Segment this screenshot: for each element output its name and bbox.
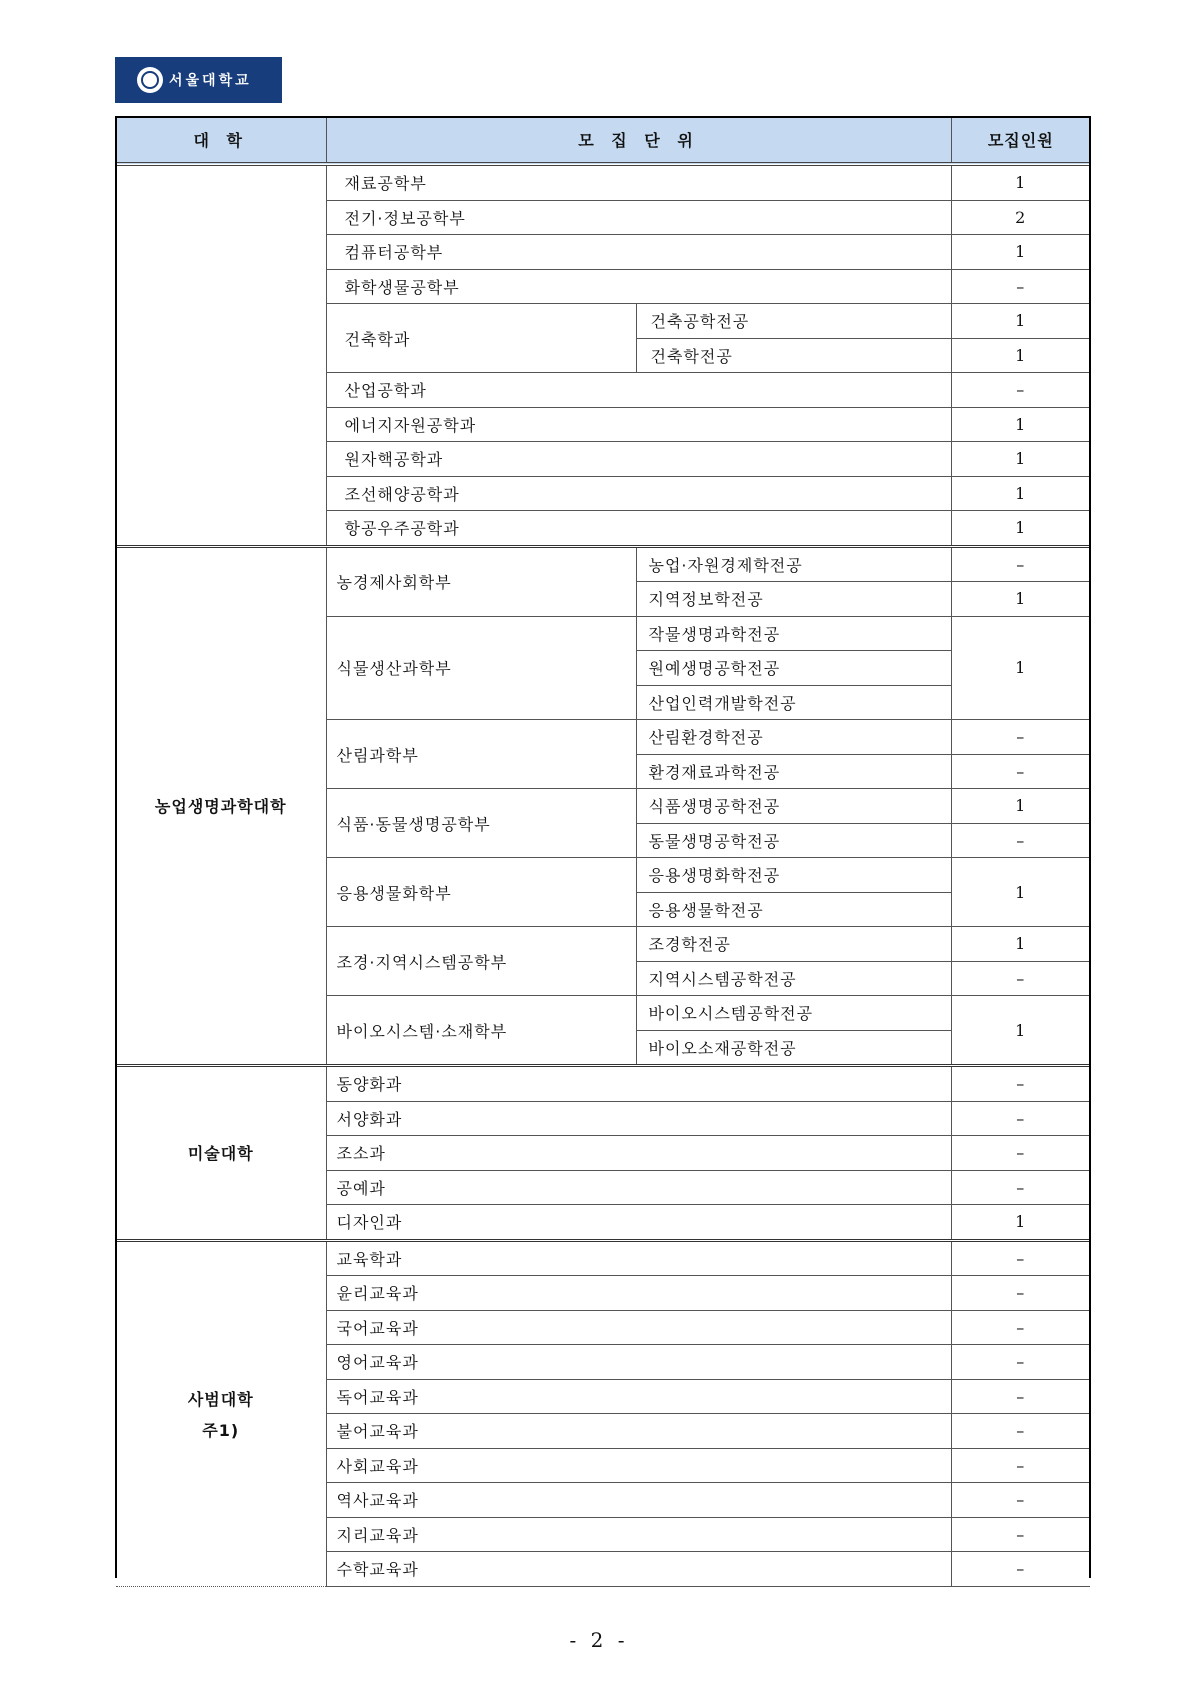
unit-cell: 산업공학과: [326, 373, 951, 408]
unit-cell: 동양화과: [326, 1066, 951, 1102]
unit-cell: 산림과학부: [326, 720, 636, 789]
count-cell: 1: [951, 338, 1090, 373]
count-cell: 1: [951, 996, 1090, 1066]
count-cell: –: [951, 1170, 1090, 1205]
count-cell: 1: [951, 164, 1090, 200]
unit-cell: 조경·지역시스템공학부: [326, 927, 636, 996]
table-row: [116, 164, 1090, 200]
count-cell: –: [951, 1483, 1090, 1518]
count-cell: –: [951, 1552, 1090, 1587]
unit-cell: 조소과: [326, 1136, 951, 1171]
unit-cell: 수학교육과: [326, 1552, 951, 1587]
count-cell: 1: [951, 442, 1090, 477]
table-header-row: [116, 117, 1090, 164]
count-cell: 1: [951, 927, 1090, 962]
major-cell: 건축공학전공: [636, 304, 951, 339]
major-cell: 농업·자원경제학전공: [636, 546, 951, 582]
count-cell: 1: [951, 304, 1090, 339]
unit-cell: 바이오시스템·소재학부: [326, 996, 636, 1066]
major-cell: 지역시스템공학전공: [636, 961, 951, 996]
major-cell: 원예생명공학전공: [636, 651, 951, 686]
major-cell: 환경재료과학전공: [636, 754, 951, 789]
unit-cell: 독어교육과: [326, 1379, 951, 1414]
unit-cell: 식물생산과학부: [326, 616, 636, 720]
count-cell: –: [951, 1448, 1090, 1483]
unit-cell: 지리교육과: [326, 1517, 951, 1552]
count-cell: –: [951, 546, 1090, 582]
count-cell: –: [951, 1101, 1090, 1136]
count-cell: 1: [951, 407, 1090, 442]
count-cell: –: [951, 1379, 1090, 1414]
unit-cell: 원자핵공학과: [326, 442, 951, 477]
major-cell: 조경학전공: [636, 927, 951, 962]
count-cell: –: [951, 1414, 1090, 1449]
unit-cell: 농경제사회학부: [326, 546, 636, 616]
recruitment-table: [116, 117, 1090, 1587]
major-cell: 바이오소재공학전공: [636, 1030, 951, 1066]
unit-cell: 국어교육과: [326, 1310, 951, 1345]
unit-cell: 전기·정보공학부: [326, 200, 951, 235]
count-cell: 1: [951, 789, 1090, 824]
table-row: [116, 1240, 1090, 1276]
unit-cell: 항공우주공학과: [326, 511, 951, 547]
unit-cell: 역사교육과: [326, 1483, 951, 1518]
major-cell: 산림환경학전공: [636, 720, 951, 755]
count-cell: 1: [951, 858, 1090, 927]
unit-cell: 영어교육과: [326, 1345, 951, 1380]
unit-cell: 디자인과: [326, 1205, 951, 1241]
college-cell: [116, 164, 326, 546]
count-cell: –: [951, 720, 1090, 755]
count-cell: 1: [951, 235, 1090, 270]
college-cell: 미술대학: [116, 1066, 326, 1241]
table-row: [116, 1066, 1090, 1102]
unit-cell: 공예과: [326, 1170, 951, 1205]
count-cell: –: [951, 1136, 1090, 1171]
count-cell: –: [951, 373, 1090, 408]
unit-cell: 응용생물화학부: [326, 858, 636, 927]
major-cell: 응용생물학전공: [636, 892, 951, 927]
major-cell: 지역정보학전공: [636, 582, 951, 617]
count-cell: 1: [951, 476, 1090, 511]
count-cell: –: [951, 1240, 1090, 1276]
unit-cell: 에너지자원공학과: [326, 407, 951, 442]
count-cell: –: [951, 823, 1090, 858]
logo-text: 서울대학교: [169, 73, 252, 89]
major-cell: 건축학전공: [636, 338, 951, 373]
major-cell: 응용생명화학전공: [636, 858, 951, 893]
university-logo: [115, 57, 282, 103]
major-cell: 바이오시스템공학전공: [636, 996, 951, 1031]
count-cell: –: [951, 961, 1090, 996]
unit-cell: 불어교육과: [326, 1414, 951, 1449]
unit-cell: 조선해양공학과: [326, 476, 951, 511]
count-cell: 1: [951, 582, 1090, 617]
unit-cell: 윤리교육과: [326, 1276, 951, 1311]
count-cell: –: [951, 754, 1090, 789]
major-cell: 작물생명과학전공: [636, 616, 951, 651]
header-count: 모집인원: [951, 117, 1090, 164]
unit-cell: 컴퓨터공학부: [326, 235, 951, 270]
count-cell: –: [951, 1066, 1090, 1102]
unit-cell: 교육학과: [326, 1240, 951, 1276]
count-cell: 2: [951, 200, 1090, 235]
header-college: 대 학: [116, 117, 326, 164]
college-name: 사범대학: [187, 1389, 254, 1409]
college-cell: [116, 1240, 326, 1586]
count-cell: 1: [951, 616, 1090, 720]
count-cell: 1: [951, 511, 1090, 547]
college-note: 주1): [202, 1420, 240, 1440]
unit-cell: 화학생물공학부: [326, 269, 951, 304]
table-row: [116, 546, 1090, 582]
count-cell: 1: [951, 1205, 1090, 1241]
major-cell: 동물생명공학전공: [636, 823, 951, 858]
count-cell: –: [951, 1310, 1090, 1345]
header-unit: 모 집 단 위: [326, 117, 951, 164]
unit-cell: 재료공학부: [326, 164, 951, 200]
college-cell: 농업생명과학대학: [116, 546, 326, 1066]
unit-cell: 식품·동물생명공학부: [326, 789, 636, 858]
unit-cell: 서양화과: [326, 1101, 951, 1136]
unit-cell: 건축학과: [326, 304, 636, 373]
count-cell: –: [951, 1345, 1090, 1380]
major-cell: 식품생명공학전공: [636, 789, 951, 824]
unit-cell: 사회교육과: [326, 1448, 951, 1483]
count-cell: –: [951, 269, 1090, 304]
page-number: - 2 -: [569, 1628, 629, 1652]
major-cell: 산업인력개발학전공: [636, 685, 951, 720]
count-cell: –: [951, 1517, 1090, 1552]
count-cell: –: [951, 1276, 1090, 1311]
university-seal-icon: [137, 67, 163, 93]
